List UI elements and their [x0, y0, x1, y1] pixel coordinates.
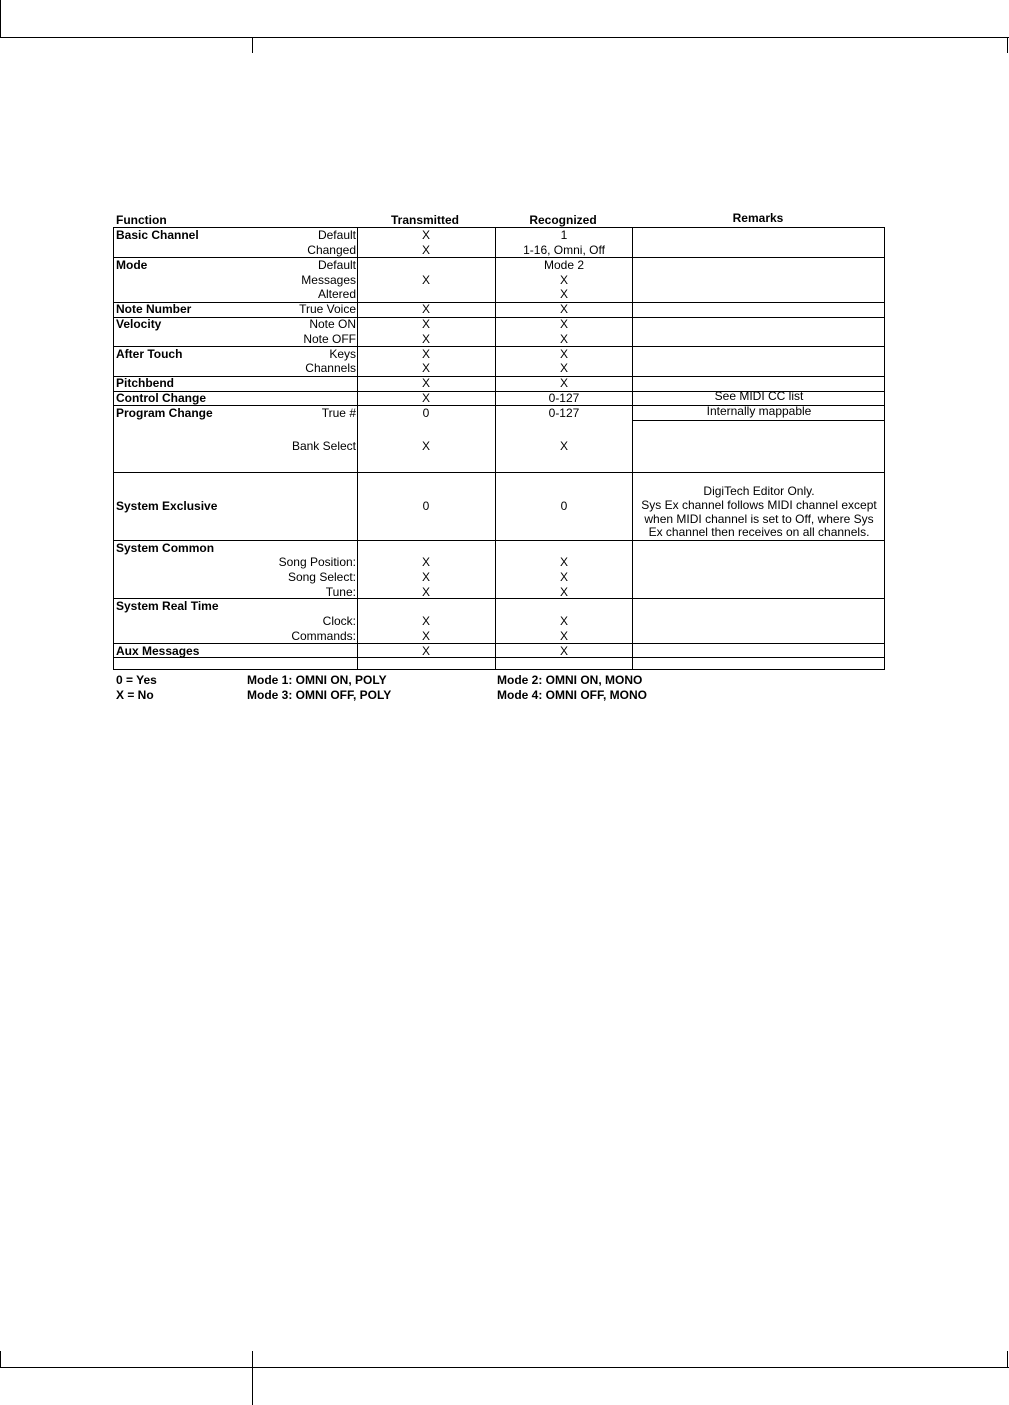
rc-value: X: [559, 332, 568, 346]
crop-mark-top-horizontal: [0, 37, 1009, 38]
crop-mark-bottom-left-vertical: [0, 1351, 1, 1367]
remarks-cc-list: See MIDI CC list: [714, 389, 804, 403]
remarks-sysex-line4: Ex channel then receives on all channels.: [648, 525, 870, 539]
header-recognized: Recognized: [529, 213, 597, 227]
tx-value: X: [421, 317, 430, 331]
rc-value: X: [559, 347, 568, 361]
rc-value: X: [559, 585, 568, 599]
rc-value: 0-127: [548, 406, 580, 420]
sub-bank-select: Bank Select: [291, 439, 356, 453]
rc-value: Mode 2: [543, 258, 585, 272]
crop-mark-top-center-vertical: [252, 37, 253, 53]
function-aux-messages: Aux Messages: [116, 644, 200, 658]
tx-value: X: [421, 555, 430, 569]
row-divider: [114, 540, 884, 541]
rc-value: X: [559, 629, 568, 643]
column-divider: [632, 228, 633, 669]
legend-no: X = No: [116, 688, 154, 702]
rc-value: X: [559, 376, 568, 390]
sub-keys: Keys: [329, 347, 356, 361]
sub-altered: Altered: [317, 287, 356, 301]
function-system-real-time: System Real Time: [116, 599, 219, 613]
legend-yes: 0 = Yes: [116, 673, 157, 687]
legend-mode2: Mode 2: OMNI ON, MONO: [497, 673, 643, 687]
crop-mark-top-left-vertical: [0, 0, 1, 37]
sub-default: Default: [317, 228, 356, 242]
header-transmitted: Transmitted: [390, 213, 459, 227]
tx-value: X: [421, 439, 430, 453]
sub-clock: Clock:: [322, 614, 356, 628]
tx-value: X: [421, 228, 430, 242]
tx-value: X: [421, 302, 430, 316]
crop-mark-bottom-right-vertical: [1007, 1351, 1008, 1367]
row-divider: [114, 472, 884, 473]
rc-value: 1-16, Omni, Off: [523, 243, 605, 257]
rc-value: X: [559, 614, 568, 628]
rc-value: X: [559, 439, 568, 453]
rc-value: X: [559, 570, 568, 584]
legend-mode3: Mode 3: OMNI OFF, POLY: [247, 688, 392, 702]
tx-value: X: [421, 332, 430, 346]
function-velocity: Velocity: [116, 317, 162, 331]
function-control-change: Control Change: [116, 391, 206, 405]
sub-default: Default: [317, 258, 356, 272]
legend-mode4: Mode 4: OMNI OFF, MONO: [497, 688, 647, 702]
sub-changed: Changed: [307, 243, 356, 257]
tx-value: X: [421, 376, 430, 390]
rc-value: X: [559, 273, 568, 287]
tx-value: X: [421, 644, 430, 658]
tx-value: X: [421, 570, 430, 584]
rc-value: 1: [560, 228, 568, 242]
midi-table: [113, 227, 885, 670]
crop-mark-bottom-center-vertical: [252, 1351, 253, 1405]
remarks-internally-mappable: Internally mappable: [706, 404, 812, 418]
function-pitchbend: Pitchbend: [116, 376, 175, 390]
tx-value: X: [421, 629, 430, 643]
function-program-change: Program Change: [116, 406, 213, 420]
function-note-number: Note Number: [116, 302, 192, 316]
rc-value: X: [559, 317, 568, 331]
tx-value: X: [421, 585, 430, 599]
sub-commands: Commands:: [291, 629, 356, 643]
remarks-sysex-line2: Sys Ex channel follows MIDI channel except: [641, 498, 877, 512]
header-remarks: Remarks: [732, 211, 784, 225]
tx-value: X: [421, 391, 430, 405]
remarks-sysex-line3: when MIDI channel is set to Off, where Sys: [644, 512, 874, 526]
tx-value: X: [421, 614, 430, 628]
sub-note-on: Note ON: [309, 317, 356, 331]
sub-tune: Tune:: [325, 585, 356, 599]
tx-value: X: [421, 347, 430, 361]
tx-value: 0: [422, 406, 430, 420]
crop-mark-bottom-horizontal: [0, 1367, 1009, 1368]
tx-value: X: [421, 243, 430, 257]
tx-value: X: [421, 361, 430, 375]
legend-mode1: Mode 1: OMNI ON, POLY: [247, 673, 387, 687]
header-function: Function: [116, 213, 167, 227]
rc-value: 0-127: [548, 391, 580, 405]
rc-value: X: [559, 555, 568, 569]
sub-messages: Messages: [301, 273, 356, 287]
sub-song-position: Song Position:: [278, 555, 356, 569]
sub-true-number: True #: [321, 406, 356, 420]
tx-value: X: [421, 273, 430, 287]
tx-value: 0: [422, 499, 430, 513]
function-system-exclusive: System Exclusive: [116, 499, 218, 513]
remarks-sysex-line1: DigiTech Editor Only.: [703, 484, 815, 498]
sub-channels: Channels: [305, 361, 356, 375]
sub-true-voice: True Voice: [299, 302, 356, 316]
row-divider-remarks: [633, 420, 884, 421]
function-system-common: System Common: [116, 541, 215, 555]
function-basic-channel: Basic Channel: [116, 228, 199, 242]
rc-value: X: [559, 644, 568, 658]
rc-value: X: [559, 302, 568, 316]
function-after-touch: After Touch: [116, 347, 183, 361]
function-mode: Mode: [116, 258, 148, 272]
sub-song-select: Song Select:: [287, 570, 356, 584]
rc-value: X: [559, 287, 568, 301]
sub-note-off: Note OFF: [303, 332, 356, 346]
rc-value: 0: [560, 499, 568, 513]
crop-mark-top-right-vertical: [1007, 37, 1008, 53]
rc-value: X: [559, 361, 568, 375]
